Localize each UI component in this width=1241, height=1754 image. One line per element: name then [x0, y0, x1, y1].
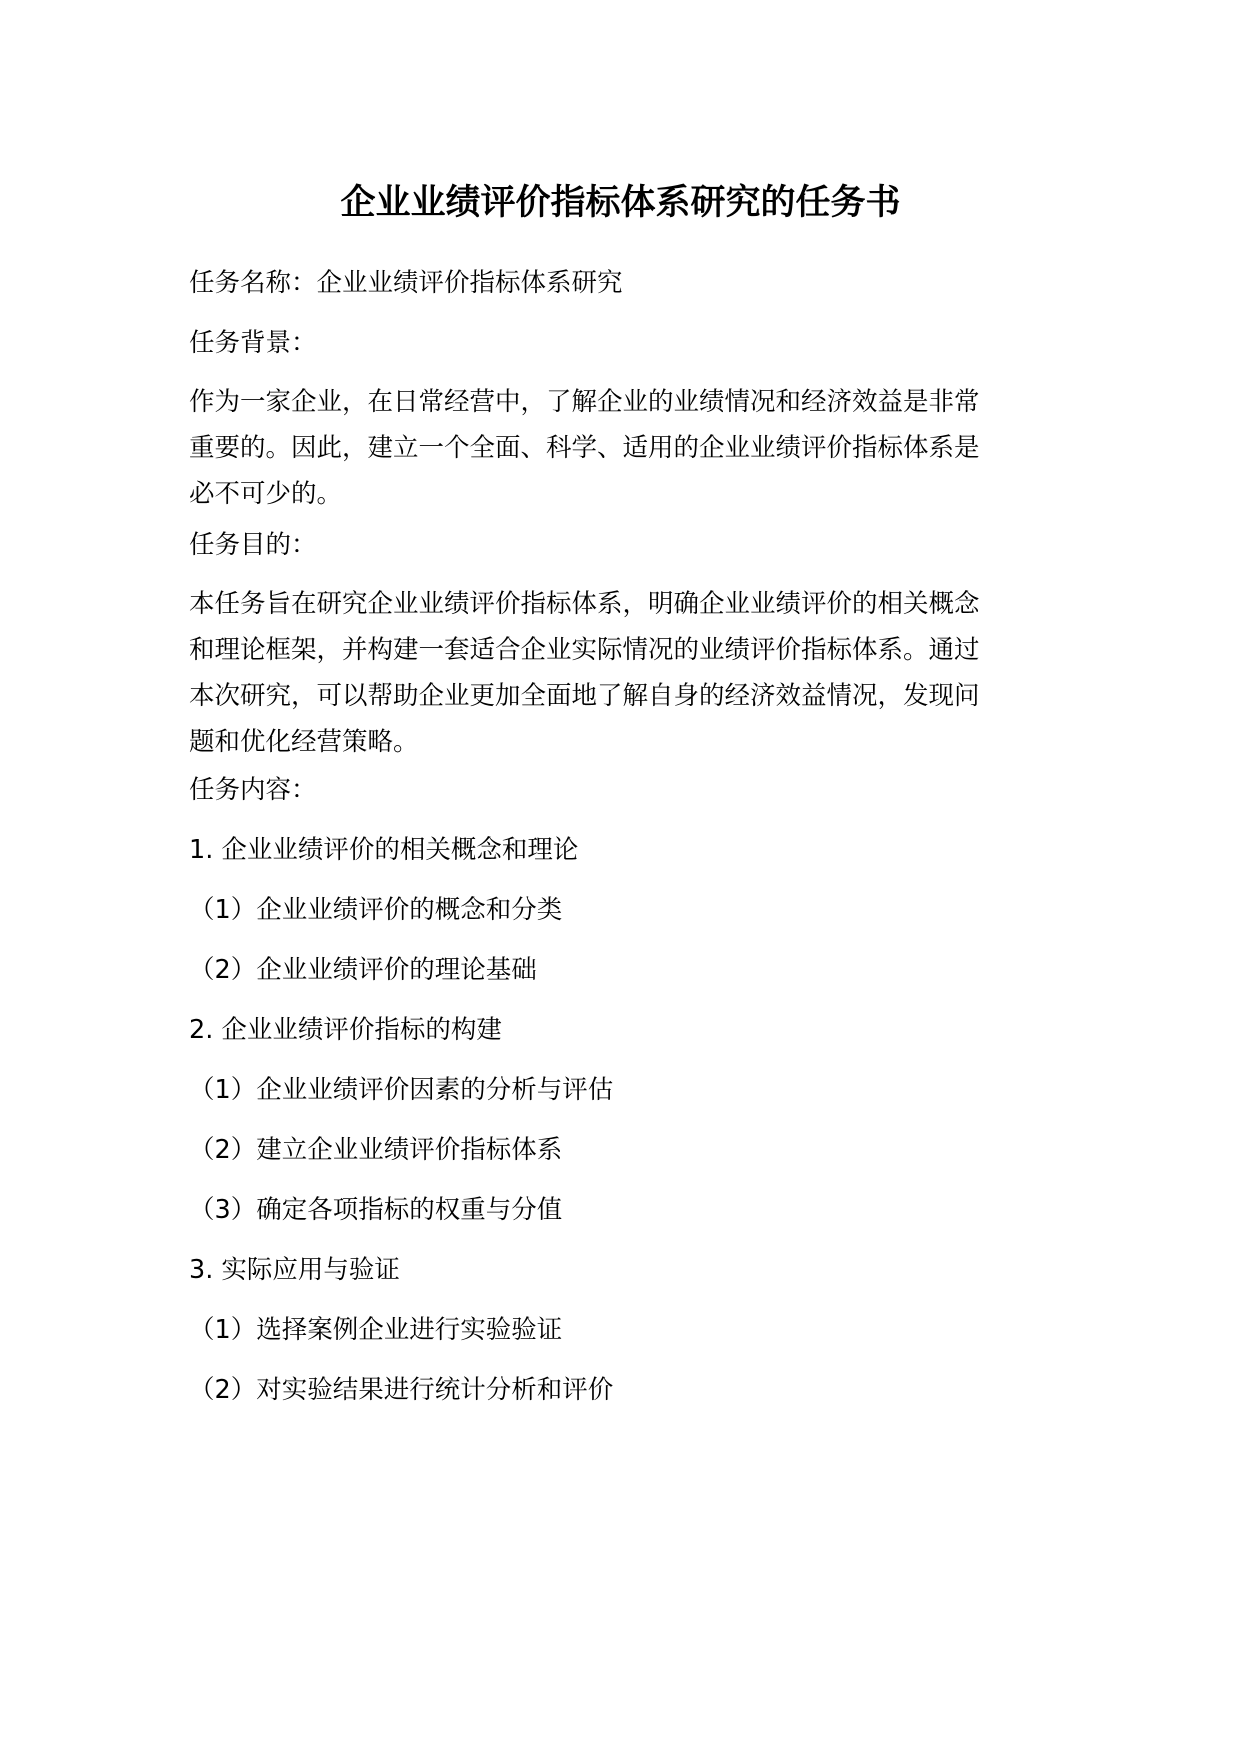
content-heading: 任务内容： — [189, 775, 317, 805]
content-subitem: （2）企业业绩评价的理论基础 — [189, 955, 537, 985]
purpose-line: 和理论框架，并构建一套适合企业实际情况的业绩评价指标体系。通过 — [189, 635, 980, 665]
content-subitem: （1）企业业绩评价因素的分析与评估 — [189, 1075, 614, 1105]
background-line: 作为一家企业，在日常经营中，了解企业的业绩情况和经济效益是非常 — [189, 387, 980, 417]
content-section-3: 3. 实际应用与验证 — [189, 1255, 400, 1285]
document-title: 企业业绩评价指标体系研究的任务书 — [340, 183, 901, 223]
content-subitem: （1）企业业绩评价的概念和分类 — [189, 895, 563, 925]
background-line: 重要的。因此，建立一个全面、科学、适用的企业业绩评价指标体系是 — [189, 433, 980, 463]
background-heading: 任务背景： — [189, 328, 317, 358]
content-subitem: （1）选择案例企业进行实验验证 — [189, 1315, 563, 1345]
task-name-line: 任务名称：企业业绩评价指标体系研究 — [189, 268, 623, 298]
content-section-2: 2. 企业业绩评价指标的构建 — [189, 1015, 502, 1045]
purpose-paragraph — [189, 581, 1039, 765]
background-line: 必不可少的。 — [189, 479, 343, 509]
content-subitem: （3）确定各项指标的权重与分值 — [189, 1195, 563, 1225]
purpose-line: 本任务旨在研究企业业绩评价指标体系，明确企业业绩评价的相关概念 — [189, 589, 980, 619]
background-paragraph — [189, 379, 1039, 517]
purpose-heading: 任务目的： — [189, 530, 317, 560]
purpose-line: 题和优化经营策略。 — [189, 727, 419, 757]
purpose-line: 本次研究，可以帮助企业更加全面地了解自身的经济效益情况，发现问 — [189, 681, 980, 711]
content-section-1: 1. 企业业绩评价的相关概念和理论 — [189, 835, 579, 865]
content-subitem: （2）对实验结果进行统计分析和评价 — [189, 1375, 614, 1405]
content-subitem: （2）建立企业业绩评价指标体系 — [189, 1135, 563, 1165]
